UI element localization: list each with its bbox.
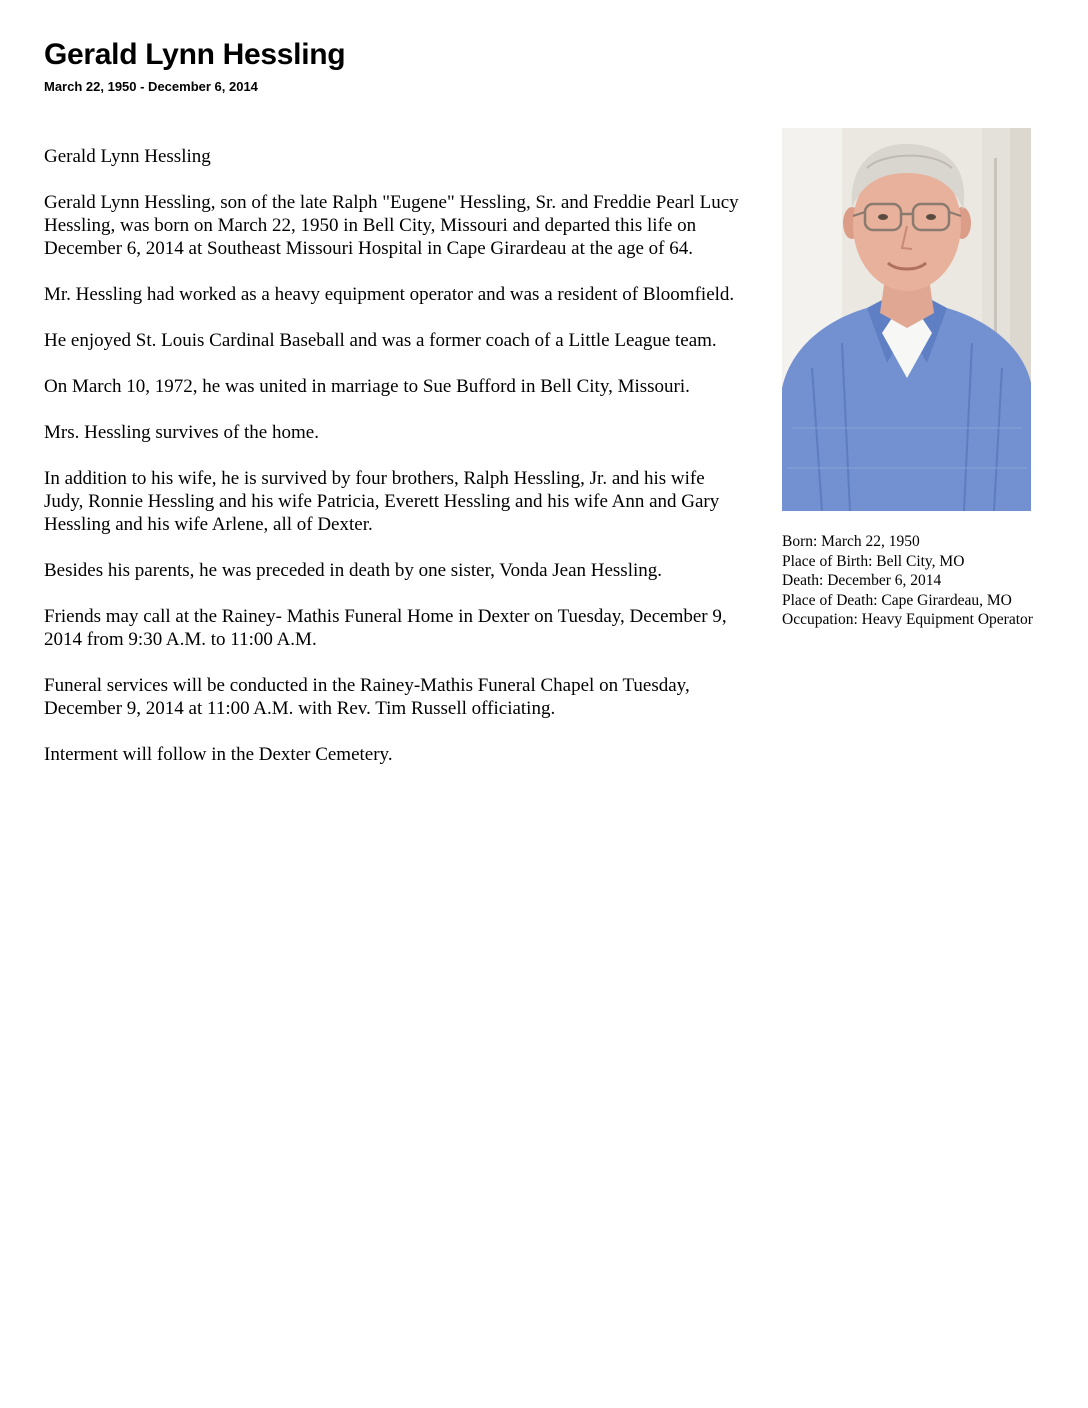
obituary-title: Gerald Lynn Hessling — [44, 38, 346, 71]
obituary-paragraph: Mrs. Hessling survives of the home. — [44, 422, 319, 443]
vital-facts — [782, 532, 1072, 630]
fact-occupation: Occupation: Heavy Equipment Operator — [782, 611, 1033, 628]
obituary-paragraph: Mr. Hessling had worked as a heavy equipment operator and was a resident of Bloomfield. — [44, 284, 735, 305]
obituary-paragraph: Interment will follow in the Dexter Cemetery. — [44, 744, 393, 765]
fact-born: Born: March 22, 1950 — [782, 533, 920, 550]
obituary-paragraph: On March 10, 1972, he was united in marriage to Sue Bufford in Bell City, Missouri. — [44, 376, 690, 397]
fact-death: Death: December 6, 2014 — [782, 572, 942, 589]
obituary-paragraph: Gerald Lynn Hessling — [44, 146, 211, 167]
obituary-paragraph: Friends may call at the Rainey- Mathis Funeral Home in Dexter on Tuesday, December 9, 2014 from 9:30 A.M. to 11:00 A.M. — [44, 606, 727, 650]
fact-place-of-death: Place of Death: Cape Girardeau, MO — [782, 591, 1012, 609]
obituary-paragraph: Gerald Lynn Hessling, son of the late Ralph "Eugene" Hessling, Sr. and Freddie Pearl Lucy Hessling, was born on March 22, 1950 in Bell City, Missouri and departed this life on December 6, 2014 at Southeast Missouri Hospital in Cape Girardeau at the age of 64. — [44, 192, 739, 259]
obituary-paragraph: Besides his parents, he was preceded in death by one sister, Vonda Jean Hessling. — [44, 560, 663, 581]
portrait-photo — [782, 128, 1031, 511]
fact-place-of-birth: Place of Birth: Bell City, MO — [782, 552, 965, 570]
obituary-paragraph: In addition to his wife, he is survived by four brothers, Ralph Hessling, Jr. and his wife Judy, Ronnie Hessling and his wife Patricia, Everett Hessling and his wife Ann and Gary Hessling and his wife Arlene, all of Dexter. — [44, 468, 720, 535]
obituary-body — [44, 145, 744, 789]
obituary-paragraph: He enjoyed St. Louis Cardinal Baseball and was a former coach of a Little League team. — [44, 330, 717, 351]
obituary-paragraph: Funeral services will be conducted in the Rainey-Mathis Funeral Chapel on Tuesday, December 9, 2014 at 11:00 A.M. with Rev. Tim Russell officiating. — [44, 675, 690, 719]
life-dates: March 22, 1950 - December 6, 2014 — [44, 79, 258, 94]
